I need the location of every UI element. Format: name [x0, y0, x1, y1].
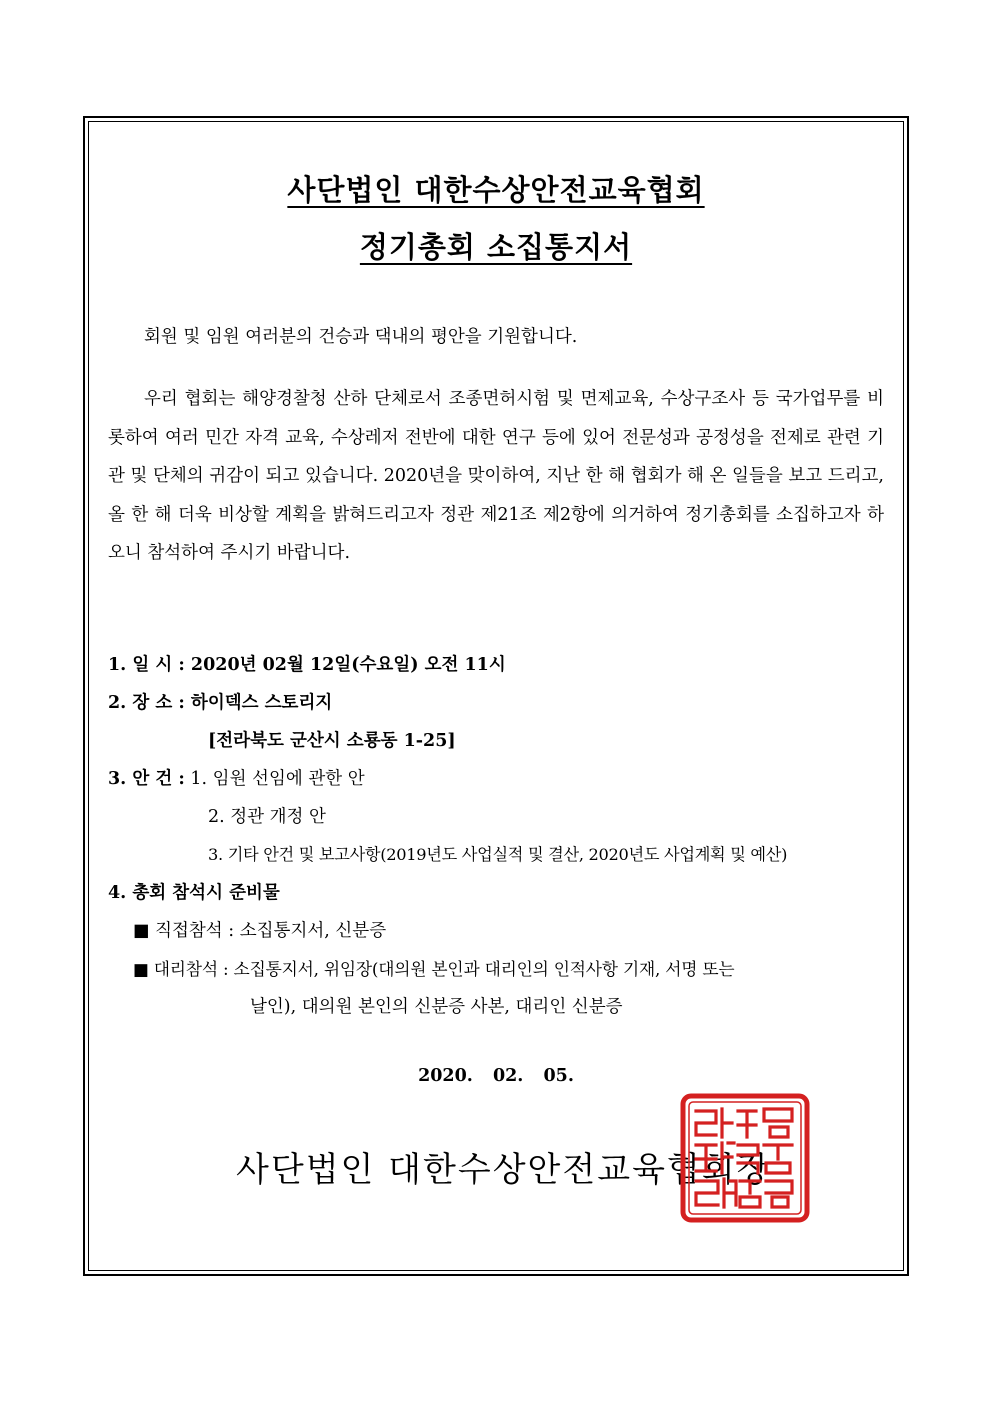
body-paragraph: 우리 협회는 해양경찰청 산하 단체로서 조종면허시험 및 면제교육, 수상구조사 등 국가업무를 비롯하여 여러 민간 자격 교육, 수상레저 전반에 대한 연구 등에 있어 전문성과 공정성을 전제로 관련 기관 및 단체의 귀감이 되고 있습니다. 2020년을 맞이하여, 지난 한 해 협회가 해 온 일들을 보고 드리고, 올 한 해 더욱 비상할 계획을 밝혀드리고자 정관 제21조 제2항에 의거하여 정기총회를 소집하고자 하오니 참석하여 주시기 바랍니다.	[108, 389, 884, 563]
title-line-1: 사단법인 대한수상안전교육협회	[287, 173, 705, 207]
agenda-item-2: 2. 정관 개정 안	[208, 807, 326, 827]
proxy-attendance-line-2: 날인), 대의원 본인의 신분증 사본, 대리인 신분증	[250, 997, 623, 1017]
greeting-paragraph: 회원 및 임원 여러분의 건승과 댁내의 평안을 기원합니다.	[144, 327, 578, 347]
preparation-heading: 4. 총회 참석시 준비물	[108, 883, 280, 903]
direct-attendance: ■ 직접참석 : 소집통지서, 신분증	[133, 921, 387, 941]
signer-name: 사단법인 대한수상안전교육협회장	[236, 1150, 772, 1190]
place-address: [전라북도 군산시 소룡동 1-25]	[208, 731, 456, 751]
proxy-attendance-line-1: ■ 대리참석 : 소집통지서, 위임장(대의원 본인과 대리인의 인적사항 기재, 서명 또는	[133, 959, 735, 979]
place-row	[108, 691, 332, 715]
agenda-item-1: 1. 임원 선임에 관한 안	[190, 769, 365, 789]
datetime-label: 1. 일 시 :	[108, 655, 185, 675]
agenda-item-3: 3. 기타 안건 및 보고사항(2019년도 사업실적 및 결산, 2020년도 사업계획 및 예산)	[208, 845, 788, 864]
place-value: 하이덱스 스토리지	[190, 693, 333, 713]
agenda-row	[108, 767, 365, 791]
document-subtitle	[0, 225, 992, 266]
datetime-row	[108, 653, 506, 677]
issue-date: 2020. 02. 05.	[418, 1066, 574, 1086]
datetime-value: 2020년 02월 12일(수요일) 오전 11시	[190, 655, 506, 675]
official-seal-icon	[680, 1093, 810, 1223]
document-title	[0, 168, 992, 209]
agenda-label: 3. 안 건 :	[108, 769, 185, 789]
place-label: 2. 장 소 :	[108, 693, 185, 713]
title-line-2: 정기총회 소집통지서	[359, 230, 633, 264]
